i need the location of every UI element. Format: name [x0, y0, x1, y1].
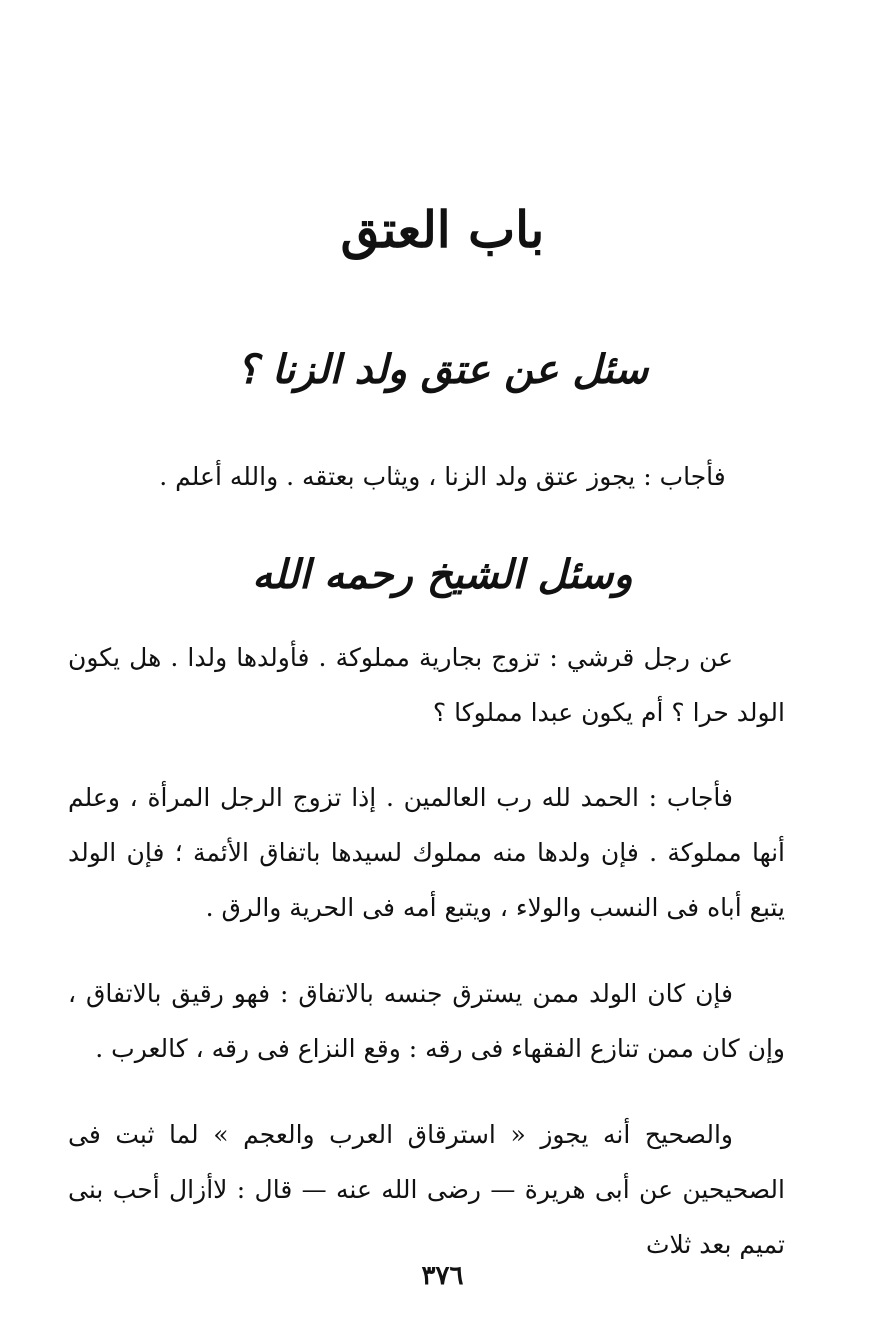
question-paragraph: عن رجل قرشي : تزوج بجارية مملوكة . فأولدها ولدا . هل يكون الولد حرا ؟ أم يكون عبدا مملوكا ؟	[68, 643, 785, 727]
ruling-paragraph: فإن كان الولد ممن يسترق جنسه بالاتفاق : فهو رقيق بالاتفاق ، وإن كان ممن تنازع الفقهاء فى رقه : وقع النزاع فى رقه ، كالعرب .	[68, 979, 785, 1063]
answer-paragraph: فأجاب : الحمد لله رب العالمين . إذا تزوج الرجل المرأة ، وعلم أنها مملوكة . فإن ولدها منه مملوك لسيدها باتفاق الأئمة ؛ فإن الولد يتبع أباه فى النسب والولاء ، ويتبع أمه فى الحرية والرق .	[68, 783, 785, 922]
second-question-heading: وسئل الشيخ رحمه الله	[252, 551, 633, 598]
chapter-title: باب العتق	[340, 200, 545, 259]
page-number: ٣٧٦	[421, 1261, 464, 1291]
short-answer: فأجاب : يجوز عتق ولد الزنا ، ويثاب بعتقه . والله أعلم .	[159, 462, 726, 491]
question-heading: سئل عن عتق ولد الزنا ؟	[236, 346, 649, 393]
evidence-paragraph: والصحيح أنه يجوز « استرقاق العرب والعجم » لما ثبت فى الصحيحين عن أبى هريرة — رضى الله عنه — قال : لاأزال أحب بنى تميم بعد ثلاث	[68, 1120, 785, 1259]
